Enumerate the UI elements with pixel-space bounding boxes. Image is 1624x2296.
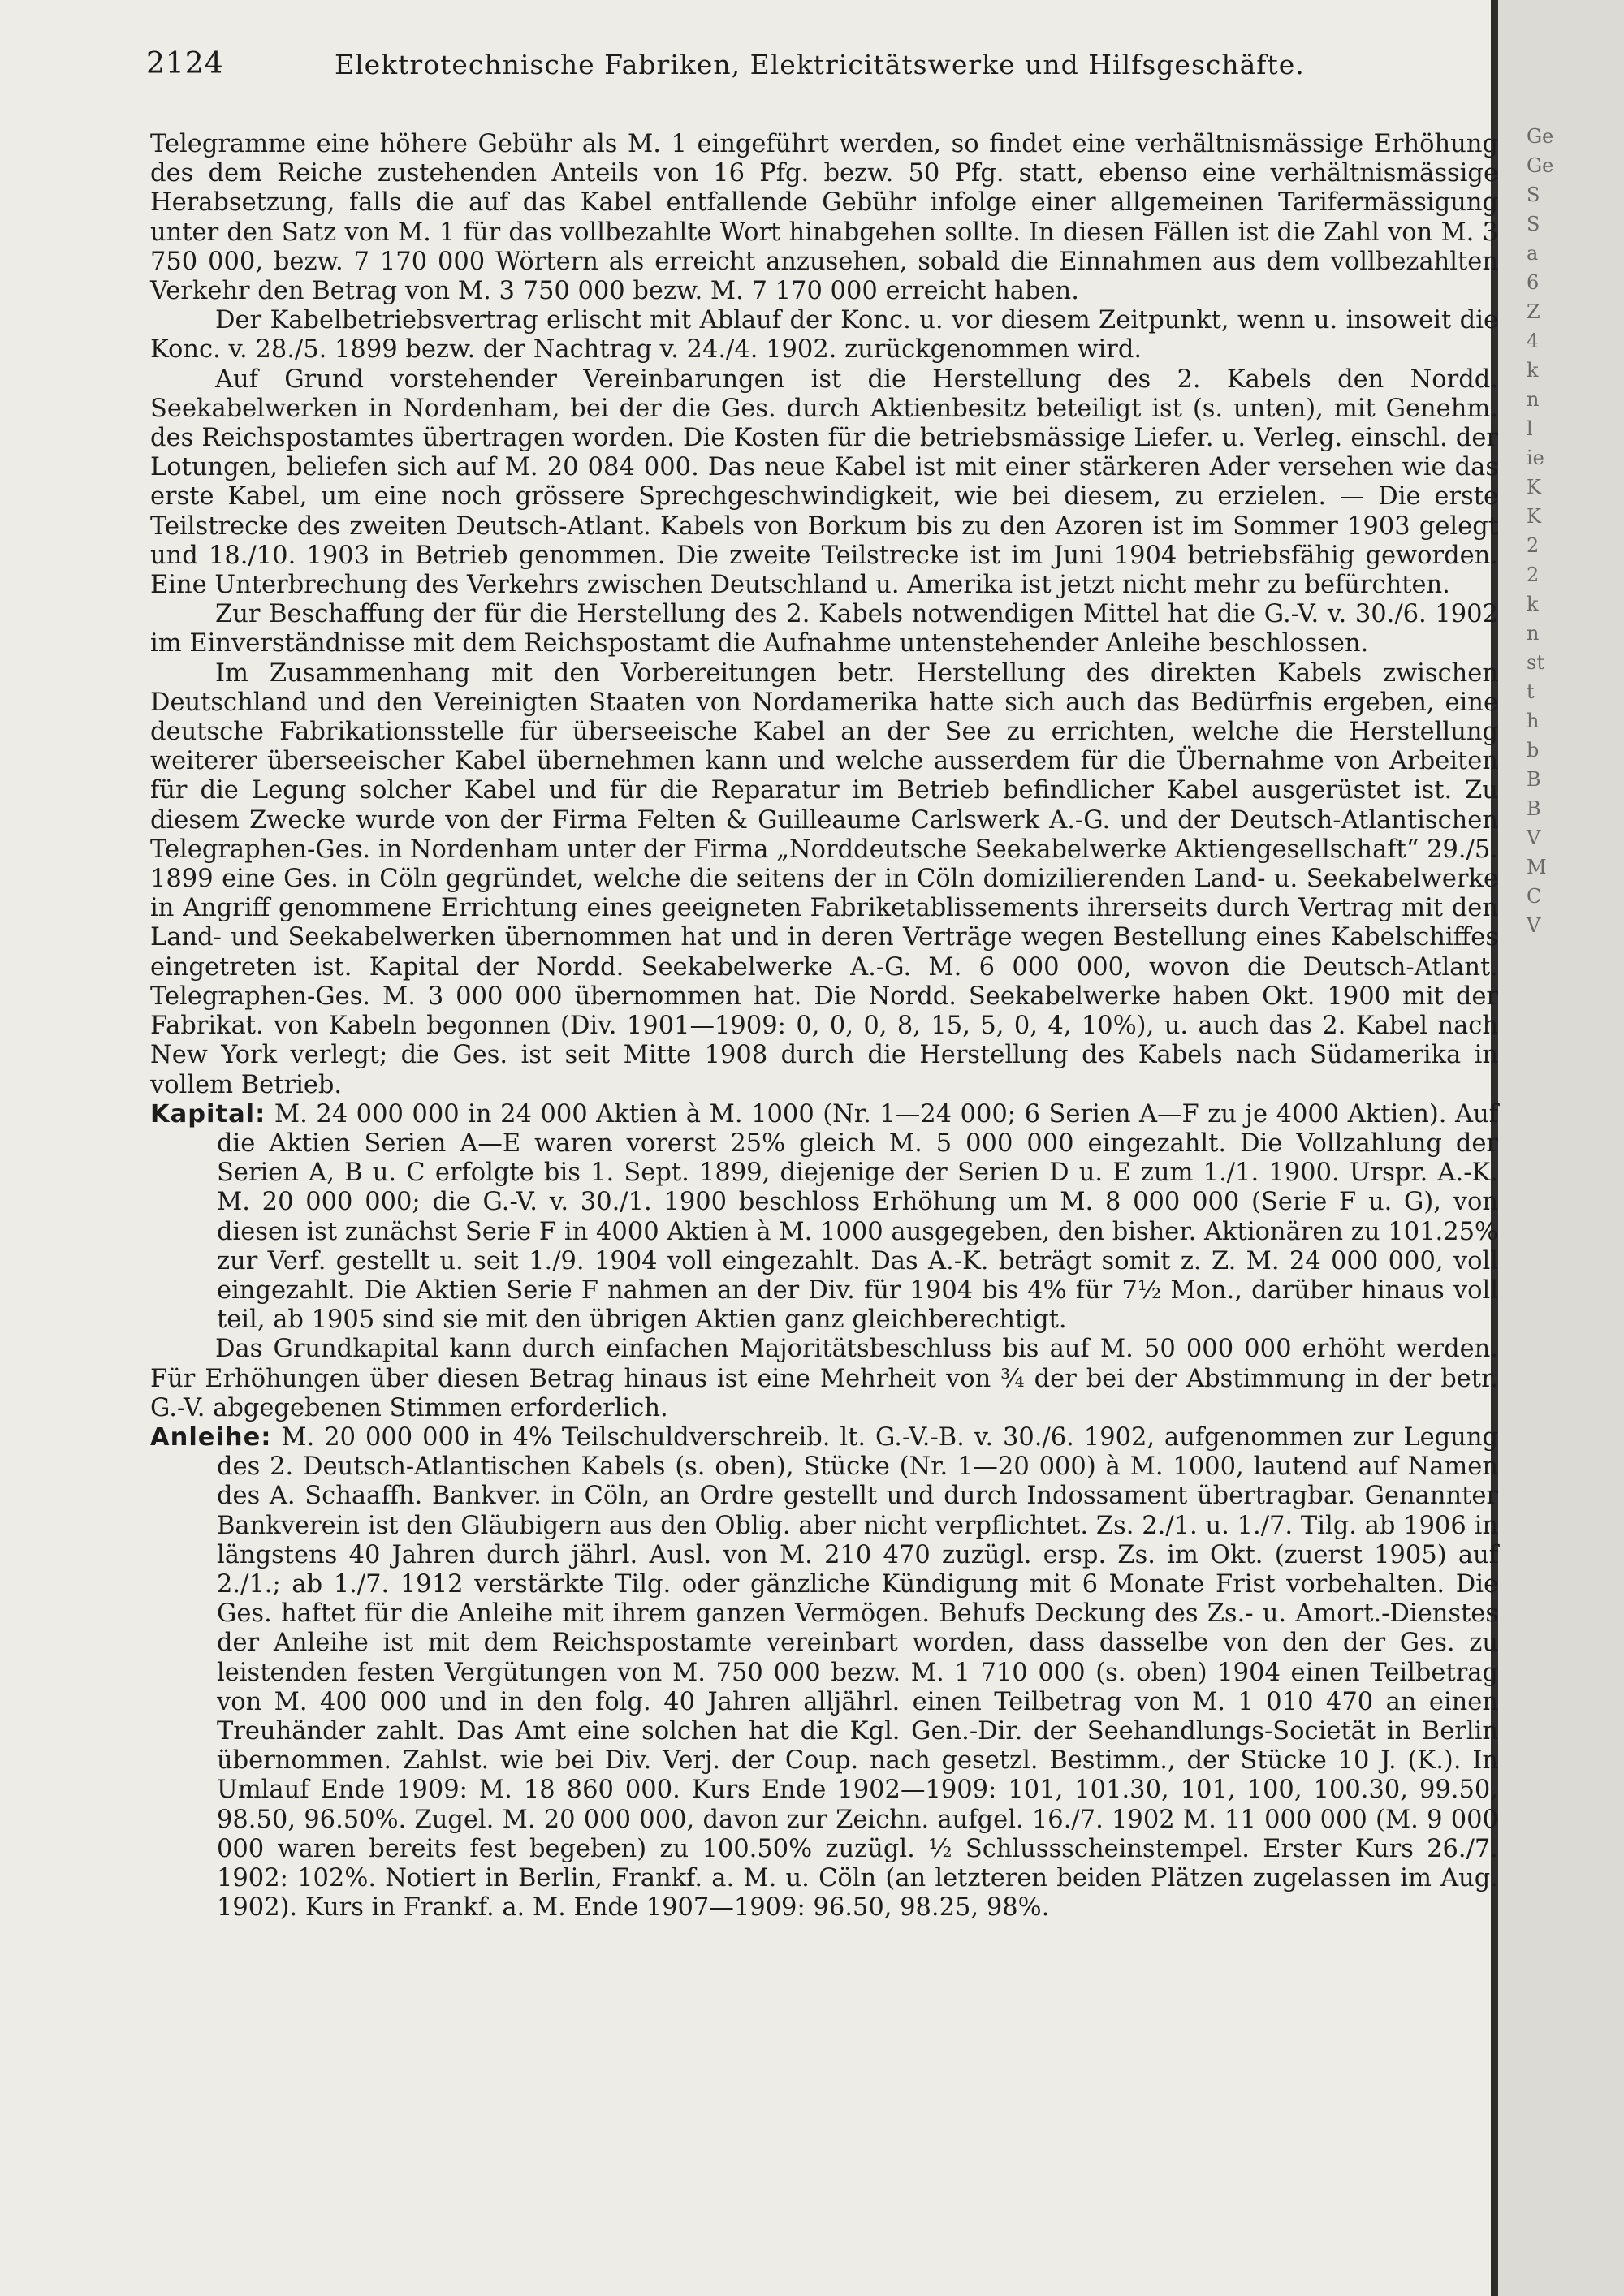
paragraph-financing: Zur Beschaffung der für die Herstellung des 2. Kabels notwendigen Mittel hat die G.-V. v. 30./6. 1902 im Einverständnisse mit dem Reichspostamt die Aufnahme untenstehender Anleihe beschlossen. xyxy=(150,600,1498,658)
margin-fragment: B xyxy=(1527,768,1541,791)
margin-fragment: h xyxy=(1527,710,1540,732)
running-header xyxy=(146,47,1364,96)
margin-fragment: st xyxy=(1527,651,1544,674)
kapital-heading: Kapital: xyxy=(150,1099,266,1129)
anleihe-text: M. 20 000 000 in 4% Teilschuldverschreib. lt. G.-V.-B. v. 30./6. 1902, aufgenommen zur Legung des 2. Deutsch-Atlantischen Kabels (s. oben), Stücke (Nr. 1—20 000) à M. 1000, lautend auf Namen des A. Schaaffh. Bankver. in Cöln, an Ordre gestellt und durch Indossament übertragbar. Genannter Bankverein ist den Gläubigern aus den Oblig. aber nicht verpflichtet. Zs. 2./1. u. 1./7. Tilg. ab 1906 in längstens 40 Jahren durch jährl. Ausl. von M. 210 470 zuzügl. ersp. Zs. im Okt. (zuerst 1905) auf 2./1.; ab 1./7. 1912 verstärkte Tilg. oder gänzliche Kündigung mit 6 Monate Frist vorbehalten. Die Ges. haftet für die Anleihe mit ihrem ganzen Vermögen. Behufs Deckung des Zs.- u. Amort.-Dienstes der Anleihe ist mit dem Reichspostamte vereinbart worden, dass dasselbe von den der Ges. zu leistenden festen Vergütungen von M. 750 000 bezw. M. 1 710 000 (s. oben) 1904 einen Teilbetrag von M. 400 000 und in den folg. 40 Jahren alljährl. einen Teilbetrag von M. 1 010 470 an einen Treuhänder zahlt. Das Amt eine solchen hat die Kgl. Gen.-Dir. der Seehandlungs-Societät in Berlin übernommen. Zahlst. wie bei Div. Verj. der Coup. nach gesetzl. Bestimm., der Stücke 10 J. (K.). In Umlauf Ende 1909: M. 18 860 000. Kurs Ende 1902—1909: 101, 101.30, 101, 100, 100.30, 99.50, 98.50, 96.50%. Zugel. M. 20 000 000, davon zur Zeichn. aufgel. 16./7. 1902 M. 11 000 000 (M. 9 000 000 waren bereits fest begeben) zu 100.50% zuzügl. ½ Schlussscheinstempel. Erster Kurs 26./7. 1902: 102%. Notiert in Berlin, Frankf. a. M. u. Cöln (an letzteren beiden Plätzen zugelassen im Aug. 1902). Kurs in Frankf. a. M. Ende 1907—1909: 96.50, 98.25, 98%. xyxy=(217,1422,1498,1923)
margin-fragment: S xyxy=(1527,183,1540,206)
margin-fragment: V xyxy=(1527,826,1541,849)
margin-fragment: C xyxy=(1527,885,1542,908)
kapital-text: M. 24 000 000 in 24 000 Aktien à M. 1000 (Nr. 1—24 000; 6 Serien A—F zu je 4000 Aktien). Auf die Aktien Serien A—E waren vorerst 25% gleich M. 5 000 000 eingezahlt. Die Vollzahlung der Serien A, B u. C erfolgte bis 1. Sept. 1899, diejenige der Serien D u. E zum 1./1. 1900. Urspr. A.-K. M. 20 000 000; die G.-V. v. 30./1. 1900 beschloss Erhöhung um M. 8 000 000 (Serie F u. G), von diesen ist zunächst Serie F in 4000 Aktien à M. 1000 ausgegeben, den bisher. Aktionären zu 101.25% zur Verf. gestellt u. seit 1./9. 1904 voll eingezahlt. Das A.-K. beträgt somit z. Z. M. 24 000 000, voll eingezahlt. Die Aktien Serie F nahmen an der Div. für 1904 bis 4% für 7½ Mon., darüber hinaus voll teil, ab 1905 sind sie mit den übrigen Aktien ganz gleichberechtigt. xyxy=(217,1099,1498,1335)
paragraph-anleihe xyxy=(150,1423,1498,1923)
paragraph-telegram-fees: Telegramme eine höhere Gebühr als M. 1 eingeführt werden, so findet eine verhältnismässige Erhöhung des dem Reiche zustehenden Anteils von 16 Pfg. bezw. 50 Pfg. statt, ebenso eine verhältnismässige Herabsetzung, falls die auf das Kabel entfallende Gebühr infolge einer allgemeinen Tarifermässigung unter den Satz von M. 1 für das vollbezahlte Wort hinabgehen sollte. In diesen Fällen ist die Zahl von M. 3 750 000, bezw. 7 170 000 Wörtern als erreicht anzusehen, sobald die Einnahmen aus dem vollbezahlten Verkehr den Betrag von M. 3 750 000 bezw. M. 7 170 000 erreicht haben. xyxy=(150,130,1498,306)
margin-fragment: Ge xyxy=(1527,125,1554,148)
anleihe-heading: Anleihe: xyxy=(150,1422,272,1452)
paragraph-grundkapital: Das Grundkapital kann durch einfachen Majoritätsbeschluss bis auf M. 50 000 000 erhöht werden. Für Erhöhungen über diesen Betrag hinaus ist eine Mehrheit von ¾ der bei der Abstimmung in der betr. G.-V. abgegebenen Stimmen erforderlich. xyxy=(150,1335,1498,1422)
margin-fragment: Z xyxy=(1527,300,1540,323)
margin-fragment: l xyxy=(1527,417,1533,440)
margin-fragment: 6 xyxy=(1527,271,1540,294)
margin-fragment: Ge xyxy=(1527,154,1554,177)
paragraph-contract-expiry: Der Kabelbetriebsvertrag erlischt mit Ablauf der Konc. u. vor diesem Zeitpunkt, wenn u. insoweit die Konc. v. 28./5. 1899 bezw. der Nachtrag v. 24./4. 1902. zurückgenommen wird. xyxy=(150,306,1498,365)
body-text xyxy=(150,130,1498,1923)
paragraph-kapital xyxy=(150,1100,1498,1336)
margin-fragment: 2 xyxy=(1527,563,1540,586)
margin-fragment: M xyxy=(1527,856,1547,878)
margin-fragment: K xyxy=(1527,476,1541,498)
margin-fragment: n xyxy=(1527,388,1540,411)
margin-fragment: ie xyxy=(1527,447,1544,469)
margin-fragment: a xyxy=(1527,242,1539,265)
margin-fragment: k xyxy=(1527,359,1539,382)
margin-fragment: V xyxy=(1527,914,1541,937)
facing-page-edge xyxy=(1498,0,1624,2296)
page-number: 2124 xyxy=(146,47,224,80)
paragraph-second-cable: Auf Grund vorstehender Vereinbarungen ist die Herstellung des 2. Kabels den Nordd. Seekabelwerken in Nordenham, bei der die Ges. durch Aktienbesitz beteiligt ist (s. unten), mit Genehm. des Reichspostamtes übertragen worden. Die Kosten für die betriebsmässige Liefer. u. Verleg. einschl. der Lotungen, beliefen sich auf M. 20 084 000. Das neue Kabel ist mit einer stärkeren Ader versehen wie das erste Kabel, um eine noch grössere Sprechgeschwindigkeit, wie bei diesem, zu erzielen. — Die erste Teilstrecke des zweiten Deutsch-Atlant. Kabels von Borkum bis zu den Azoren ist im Sommer 1903 gelegt und 18./10. 1903 in Betrieb genommen. Die zweite Teilstrecke ist im Juni 1904 betriebsfähig geworden. Eine Unterbrechung des Verkehrs zwischen Deutschland u. Amerika ist jetzt nicht mehr zu befürchten. xyxy=(150,365,1498,600)
paragraph-seekabelwerke: Im Zusammenhang mit den Vorbereitungen betr. Herstellung des direkten Kabels zwischen Deutschland und den Vereinigten Staaten von Nordamerika hatte sich auch das Bedürfnis ergeben, eine deutsche Fabrikationsstelle für überseeische Kabel an der See zu errichten, welche die Herstellung weiterer überseeischer Kabel übernehmen kann und welche ausserdem für die Übernahme von Arbeiten für die Legung solcher Kabel und für die Reparatur im Betrieb befindlicher Kabel ausgerüstet ist. Zu diesem Zwecke wurde von der Firma Felten & Guilleaume Carlswerk A.-G. und der Deutsch-Atlantischen Telegraphen-Ges. in Nordenham unter der Firma „Norddeutsche Seekabelwerke Aktiengesellschaft“ 29./5. 1899 eine Ges. in Cöln gegründet, welche die seitens der in Cöln domizilierenden Land- u. Seekabelwerke in Angriff genommene Errichtung eines geeigneten Fabriketablissements ihrerseits durch Vertrag mit den Land- und Seekabelwerken übernommen hat und in deren Verträge wegen Bestellung eines Kabelschiffes eingetreten ist. Kapital der Nordd. Seekabelwerke A.-G. M. 6 000 000, wovon die Deutsch-Atlant. Telegraphen-Ges. M. 3 000 000 übernommen hat. Die Nordd. Seekabelwerke haben Okt. 1900 mit der Fabrikat. von Kabeln begonnen (Div. 1901—1909: 0, 0, 0, 8, 15, 5, 0, 4, 10%), u. auch das 2. Kabel nach New York verlegt; die Ges. ist seit Mitte 1908 durch die Herstellung des Kabels nach Südamerika in vollem Betrieb. xyxy=(150,658,1498,1099)
margin-fragment: S xyxy=(1527,213,1540,235)
margin-fragment: K xyxy=(1527,505,1541,528)
margin-fragment: k xyxy=(1527,593,1539,615)
margin-fragment: 2 xyxy=(1527,534,1540,557)
margin-fragment: 4 xyxy=(1527,330,1540,352)
margin-fragment: B xyxy=(1527,797,1541,820)
running-title: Elektrotechnische Fabriken, Elektricitätswerke und Hilfsgeschäfte. xyxy=(335,49,1305,80)
facing-page-fragments xyxy=(1527,122,1559,940)
margin-fragment: t xyxy=(1527,680,1535,703)
margin-fragment: b xyxy=(1527,739,1540,762)
margin-fragment: n xyxy=(1527,622,1540,645)
